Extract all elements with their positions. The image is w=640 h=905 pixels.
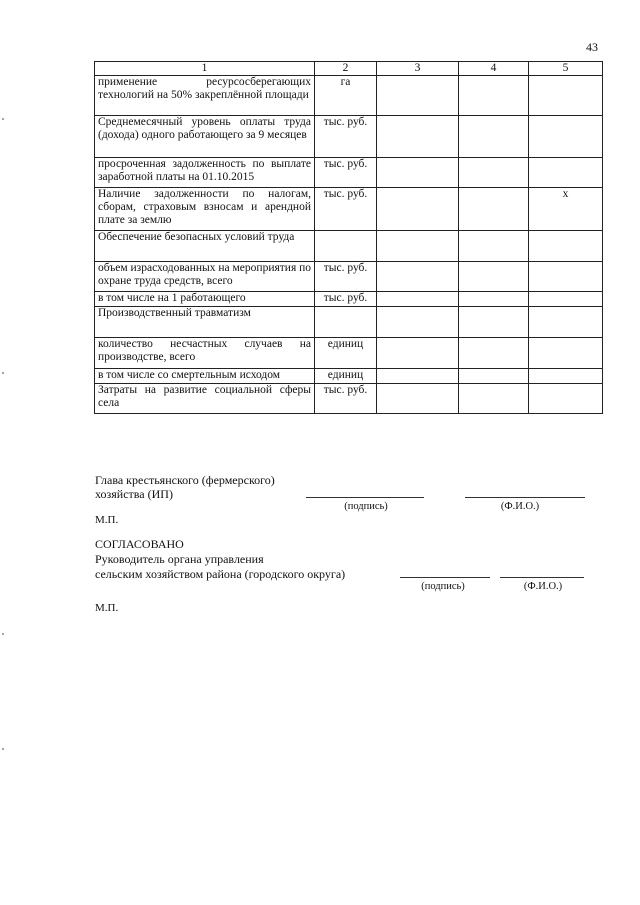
row-value-col4: [459, 292, 529, 307]
column-header: 2: [315, 62, 377, 76]
table-row: [95, 116, 603, 158]
row-value-col3: [377, 292, 459, 307]
scan-artifact: [2, 748, 4, 750]
column-header: 5: [529, 62, 603, 76]
column-header: 3: [377, 62, 459, 76]
farm-head-title-line2: хозяйства (ИП): [95, 487, 173, 501]
row-unit: тыс. руб.: [315, 188, 377, 231]
row-value-col3: [377, 307, 459, 338]
row-unit: [315, 231, 377, 262]
farm-head-name-line: [465, 497, 585, 498]
row-value-col3: [377, 338, 459, 369]
row-indicator-name: количество несчастных случаев на производстве, всего: [95, 338, 315, 369]
table-row: [95, 231, 603, 262]
row-unit: [315, 307, 377, 338]
farm-head-signature-caption: (подпись): [344, 501, 388, 512]
row-unit: тыс. руб.: [315, 292, 377, 307]
row-value-col4: [459, 338, 529, 369]
row-value-col4: [459, 307, 529, 338]
row-value-col5: [529, 307, 603, 338]
row-indicator-name: применение ресурсосберегающих технологий на 50% закреплённой площади: [95, 76, 315, 116]
row-value-col5: [529, 76, 603, 116]
table-row: [95, 292, 603, 307]
row-value-col4: [459, 231, 529, 262]
row-value-col5: х: [529, 188, 603, 231]
farm-head-name-caption: (Ф.И.О.): [500, 501, 540, 512]
row-value-col3: [377, 188, 459, 231]
row-value-col3: [377, 384, 459, 414]
row-indicator-name: Обеспечение безопасных условий труда: [95, 231, 315, 262]
row-value-col4: [459, 76, 529, 116]
row-value-col4: [459, 116, 529, 158]
row-value-col3: [377, 262, 459, 292]
row-value-col3: [377, 369, 459, 384]
row-value-col3: [377, 116, 459, 158]
indicators-table: [94, 61, 603, 414]
row-unit: единиц: [315, 338, 377, 369]
row-indicator-name: Производственный травматизм: [95, 307, 315, 338]
row-indicator-name: объем израсходованных на мероприятия по охране труда средств, всего: [95, 262, 315, 292]
row-indicator-name: Среднемесячный уровень оплаты труда (дохода) одного работающего за 9 месяцев: [95, 116, 315, 158]
table-row: [95, 369, 603, 384]
row-unit: тыс. руб.: [315, 262, 377, 292]
scan-artifact: [2, 633, 4, 635]
column-header: 1: [95, 62, 315, 76]
row-value-col5: [529, 262, 603, 292]
row-value-col4: [459, 158, 529, 188]
row-unit: га: [315, 76, 377, 116]
farm-head-stamp: М.П.: [95, 514, 119, 526]
approval-line1: Руководитель органа управления: [95, 552, 264, 566]
approval-name-caption: (Ф.И.О.): [523, 581, 563, 592]
scan-artifact: [2, 372, 4, 374]
approval-signature-line: [400, 577, 490, 578]
row-unit: тыс. руб.: [315, 158, 377, 188]
table-row: [95, 158, 603, 188]
row-value-col4: [459, 188, 529, 231]
page-number: 43: [586, 40, 598, 54]
row-value-col5: [529, 384, 603, 414]
approval-heading: СОГЛАСОВАНО: [95, 537, 184, 551]
row-value-col4: [459, 262, 529, 292]
table-header-row: [95, 62, 603, 76]
table-row: [95, 338, 603, 369]
table-row: [95, 307, 603, 338]
table-row: [95, 262, 603, 292]
table-row: [95, 188, 603, 231]
table-row: [95, 384, 603, 414]
row-value-col5: [529, 369, 603, 384]
column-header: 4: [459, 62, 529, 76]
row-value-col3: [377, 231, 459, 262]
table-row: [95, 76, 603, 116]
row-value-col4: [459, 369, 529, 384]
row-value-col5: [529, 158, 603, 188]
row-indicator-name: в том числе со смертельным исходом: [95, 369, 315, 384]
approval-signature-caption: (подпись): [421, 581, 465, 592]
row-value-col3: [377, 158, 459, 188]
row-value-col5: [529, 231, 603, 262]
approval-name-line: [500, 577, 584, 578]
approval-stamp: М.П.: [95, 602, 119, 614]
row-unit: тыс. руб.: [315, 384, 377, 414]
row-value-col4: [459, 384, 529, 414]
farm-head-title-line1: Глава крестьянского (фермерского): [95, 473, 275, 487]
row-indicator-name: в том числе на 1 работающего: [95, 292, 315, 307]
row-value-col5: [529, 116, 603, 158]
row-value-col5: [529, 338, 603, 369]
row-indicator-name: Наличие задолженности по налогам, сборам, страховым взносам и арендной плате за землю: [95, 188, 315, 231]
row-indicator-name: Затраты на развитие социальной сферы села: [95, 384, 315, 414]
approval-line2: сельским хозяйством района (городского округа): [95, 567, 346, 581]
row-unit: тыс. руб.: [315, 116, 377, 158]
row-unit: единиц: [315, 369, 377, 384]
row-indicator-name: просроченная задолженность по выплате заработной платы на 01.10.2015: [95, 158, 315, 188]
row-value-col3: [377, 76, 459, 116]
farm-head-signature-line: [306, 497, 424, 498]
scan-artifact: [2, 118, 4, 120]
row-value-col5: [529, 292, 603, 307]
